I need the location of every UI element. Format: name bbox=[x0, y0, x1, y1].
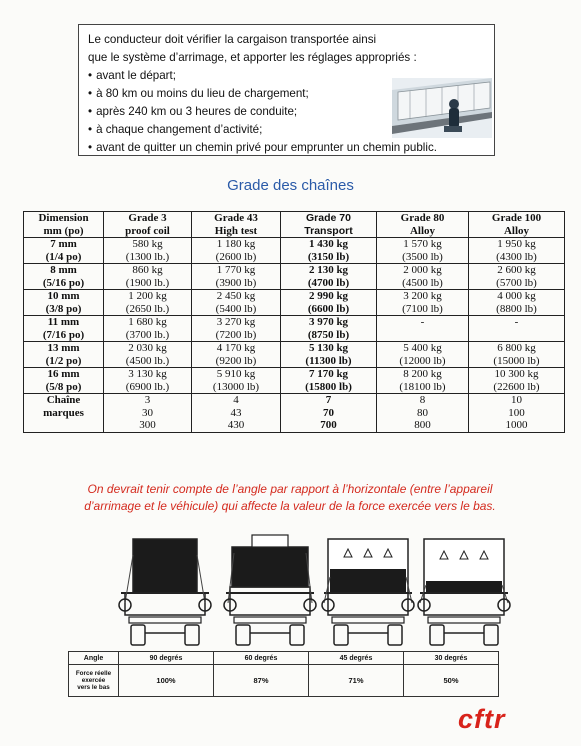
capacity-cell: 10 300 kg (22600 lb) bbox=[469, 368, 565, 394]
marks-label-cell: Chaîne marques bbox=[24, 394, 104, 433]
header-dimension: Dimension mm (po) bbox=[24, 212, 104, 238]
capacity-cell: 2 000 kg (4500 lb) bbox=[377, 264, 469, 290]
angle-cell: 30 degrés bbox=[404, 652, 499, 665]
force-cell: 71% bbox=[309, 665, 404, 697]
capacity-cell: 1 770 kg (3900 lb) bbox=[192, 264, 281, 290]
dimension-cell: 7 mm (1/4 po) bbox=[24, 238, 104, 264]
angle-cell: 45 degrés bbox=[309, 652, 404, 665]
intro-line-1: Le conducteur doit vérifier la cargaison transportée ainsi bbox=[88, 33, 377, 46]
dimension-cell: 13 mm (1/2 po) bbox=[24, 342, 104, 368]
header-grade-80: Grade 80 Alloy bbox=[377, 212, 469, 238]
dimension-cell: 11 mm (7/16 po) bbox=[24, 316, 104, 342]
force-row-label: Force réelle exercée vers le bas bbox=[69, 665, 119, 697]
truck-loading-photo bbox=[392, 78, 492, 138]
header-grade-43: Grade 43 High test bbox=[192, 212, 281, 238]
dimension-cell: 16 mm (5/8 po) bbox=[24, 368, 104, 394]
capacity-cell: 1 570 kg (3500 lb) bbox=[377, 238, 469, 264]
capacity-cell: - bbox=[377, 316, 469, 342]
capacity-cell: 8 200 kg (18100 lb) bbox=[377, 368, 469, 394]
force-cell: 100% bbox=[119, 665, 214, 697]
marks-cell: 8 80 800 bbox=[377, 394, 469, 433]
table-row bbox=[24, 316, 565, 342]
intro-line-2: que le système d’arrimage, et apporter les réglages appropriés : bbox=[88, 51, 417, 64]
dimension-cell: 8 mm (5/16 po) bbox=[24, 264, 104, 290]
capacity-cell: - bbox=[469, 316, 565, 342]
capacity-cell: 2 990 kg (6600 lb) bbox=[281, 290, 377, 316]
capacity-cell: 860 kg (1900 lb.) bbox=[104, 264, 192, 290]
dimension-cell: 10 mm (3/8 po) bbox=[24, 290, 104, 316]
truck-diagram-90-degrees bbox=[117, 533, 213, 648]
force-cell: 87% bbox=[214, 665, 309, 697]
angle-cell: 90 degrés bbox=[119, 652, 214, 665]
marks-cell: 7 70 700 bbox=[281, 394, 377, 433]
capacity-cell: 7 170 kg (15800 lb) bbox=[281, 368, 377, 394]
angle-note bbox=[40, 481, 540, 515]
angle-note-line-1: On devrait tenir compte de l’angle par rapport à l’horizontale (entre l’appareil bbox=[87, 482, 493, 496]
marks-cell: 3 30 300 bbox=[104, 394, 192, 433]
capacity-cell: 1 430 kg (3150 lb) bbox=[281, 238, 377, 264]
marks-cell: 4 43 430 bbox=[192, 394, 281, 433]
capacity-cell: 580 kg (1300 lb.) bbox=[104, 238, 192, 264]
capacity-cell: 1 200 kg (2650 lb.) bbox=[104, 290, 192, 316]
intro-bullet: • avant de quitter un chemin privé pour emprunter un chemin public. bbox=[88, 139, 488, 157]
marks-cell: 10 100 1000 bbox=[469, 394, 565, 433]
table-header-row bbox=[24, 212, 565, 238]
capacity-cell: 3 270 kg (7200 lb) bbox=[192, 316, 281, 342]
table-row bbox=[24, 290, 565, 316]
chain-grade-table bbox=[23, 211, 565, 433]
intro-bullet: • à chaque changement d’activité; bbox=[88, 121, 488, 139]
truck-diagram-30-degrees bbox=[416, 533, 512, 648]
capacity-cell: 6 800 kg (15000 lb) bbox=[469, 342, 565, 368]
angle-cell: 60 degrés bbox=[214, 652, 309, 665]
capacity-cell: 1 680 kg (3700 lb.) bbox=[104, 316, 192, 342]
truck-diagram-45-degrees bbox=[320, 533, 416, 648]
truck-diagram-60-degrees bbox=[222, 533, 318, 648]
table-row bbox=[24, 342, 565, 368]
intro-bullet: • avant le départ; bbox=[88, 67, 488, 85]
capacity-cell: 3 130 kg (6900 lb.) bbox=[104, 368, 192, 394]
intro-bullet: • après 240 km ou 3 heures de conduite; bbox=[88, 103, 488, 121]
intro-bullet: • à 80 km ou moins du lieu de chargement; bbox=[88, 85, 488, 103]
table-row bbox=[24, 238, 565, 264]
header-grade-100: Grade 100 Alloy bbox=[469, 212, 565, 238]
capacity-cell: 2 450 kg (5400 lb) bbox=[192, 290, 281, 316]
capacity-cell: 2 600 kg (5700 lb) bbox=[469, 264, 565, 290]
capacity-cell: 1 180 kg (2600 lb) bbox=[192, 238, 281, 264]
angle-force-table bbox=[68, 651, 499, 697]
capacity-cell: 5 910 kg (13000 lb) bbox=[192, 368, 281, 394]
capacity-cell: 2 130 kg (4700 lb) bbox=[281, 264, 377, 290]
header-grade-3: Grade 3 proof coil bbox=[104, 212, 192, 238]
capacity-cell: 3 970 kg (8750 lb) bbox=[281, 316, 377, 342]
header-grade-70: Grade 70 Transport bbox=[281, 212, 377, 238]
angle-note-line-2: d’arrimage et le véhicule) qui affecte la valeur de la force exercée vers le bas. bbox=[84, 499, 496, 513]
capacity-cell: 5 400 kg (12000 lb) bbox=[377, 342, 469, 368]
svg-text:cftr: cftr bbox=[458, 704, 506, 734]
capacity-cell: 1 950 kg (4300 lb) bbox=[469, 238, 565, 264]
marks-row bbox=[24, 394, 565, 433]
cftr-logo bbox=[456, 704, 536, 734]
table-row bbox=[24, 264, 565, 290]
capacity-cell: 4 000 kg (8800 lb) bbox=[469, 290, 565, 316]
force-row bbox=[69, 665, 499, 697]
capacity-cell: 5 130 kg (11300 lb) bbox=[281, 342, 377, 368]
angle-row-label: Angle bbox=[69, 652, 119, 665]
capacity-cell: 3 200 kg (7100 lb) bbox=[377, 290, 469, 316]
capacity-cell: 4 170 kg (9200 lb) bbox=[192, 342, 281, 368]
angle-row bbox=[69, 652, 499, 665]
capacity-cell: 2 030 kg (4500 lb.) bbox=[104, 342, 192, 368]
table-row bbox=[24, 368, 565, 394]
force-cell: 50% bbox=[404, 665, 499, 697]
grade-title: Grade des chaînes bbox=[227, 177, 354, 194]
